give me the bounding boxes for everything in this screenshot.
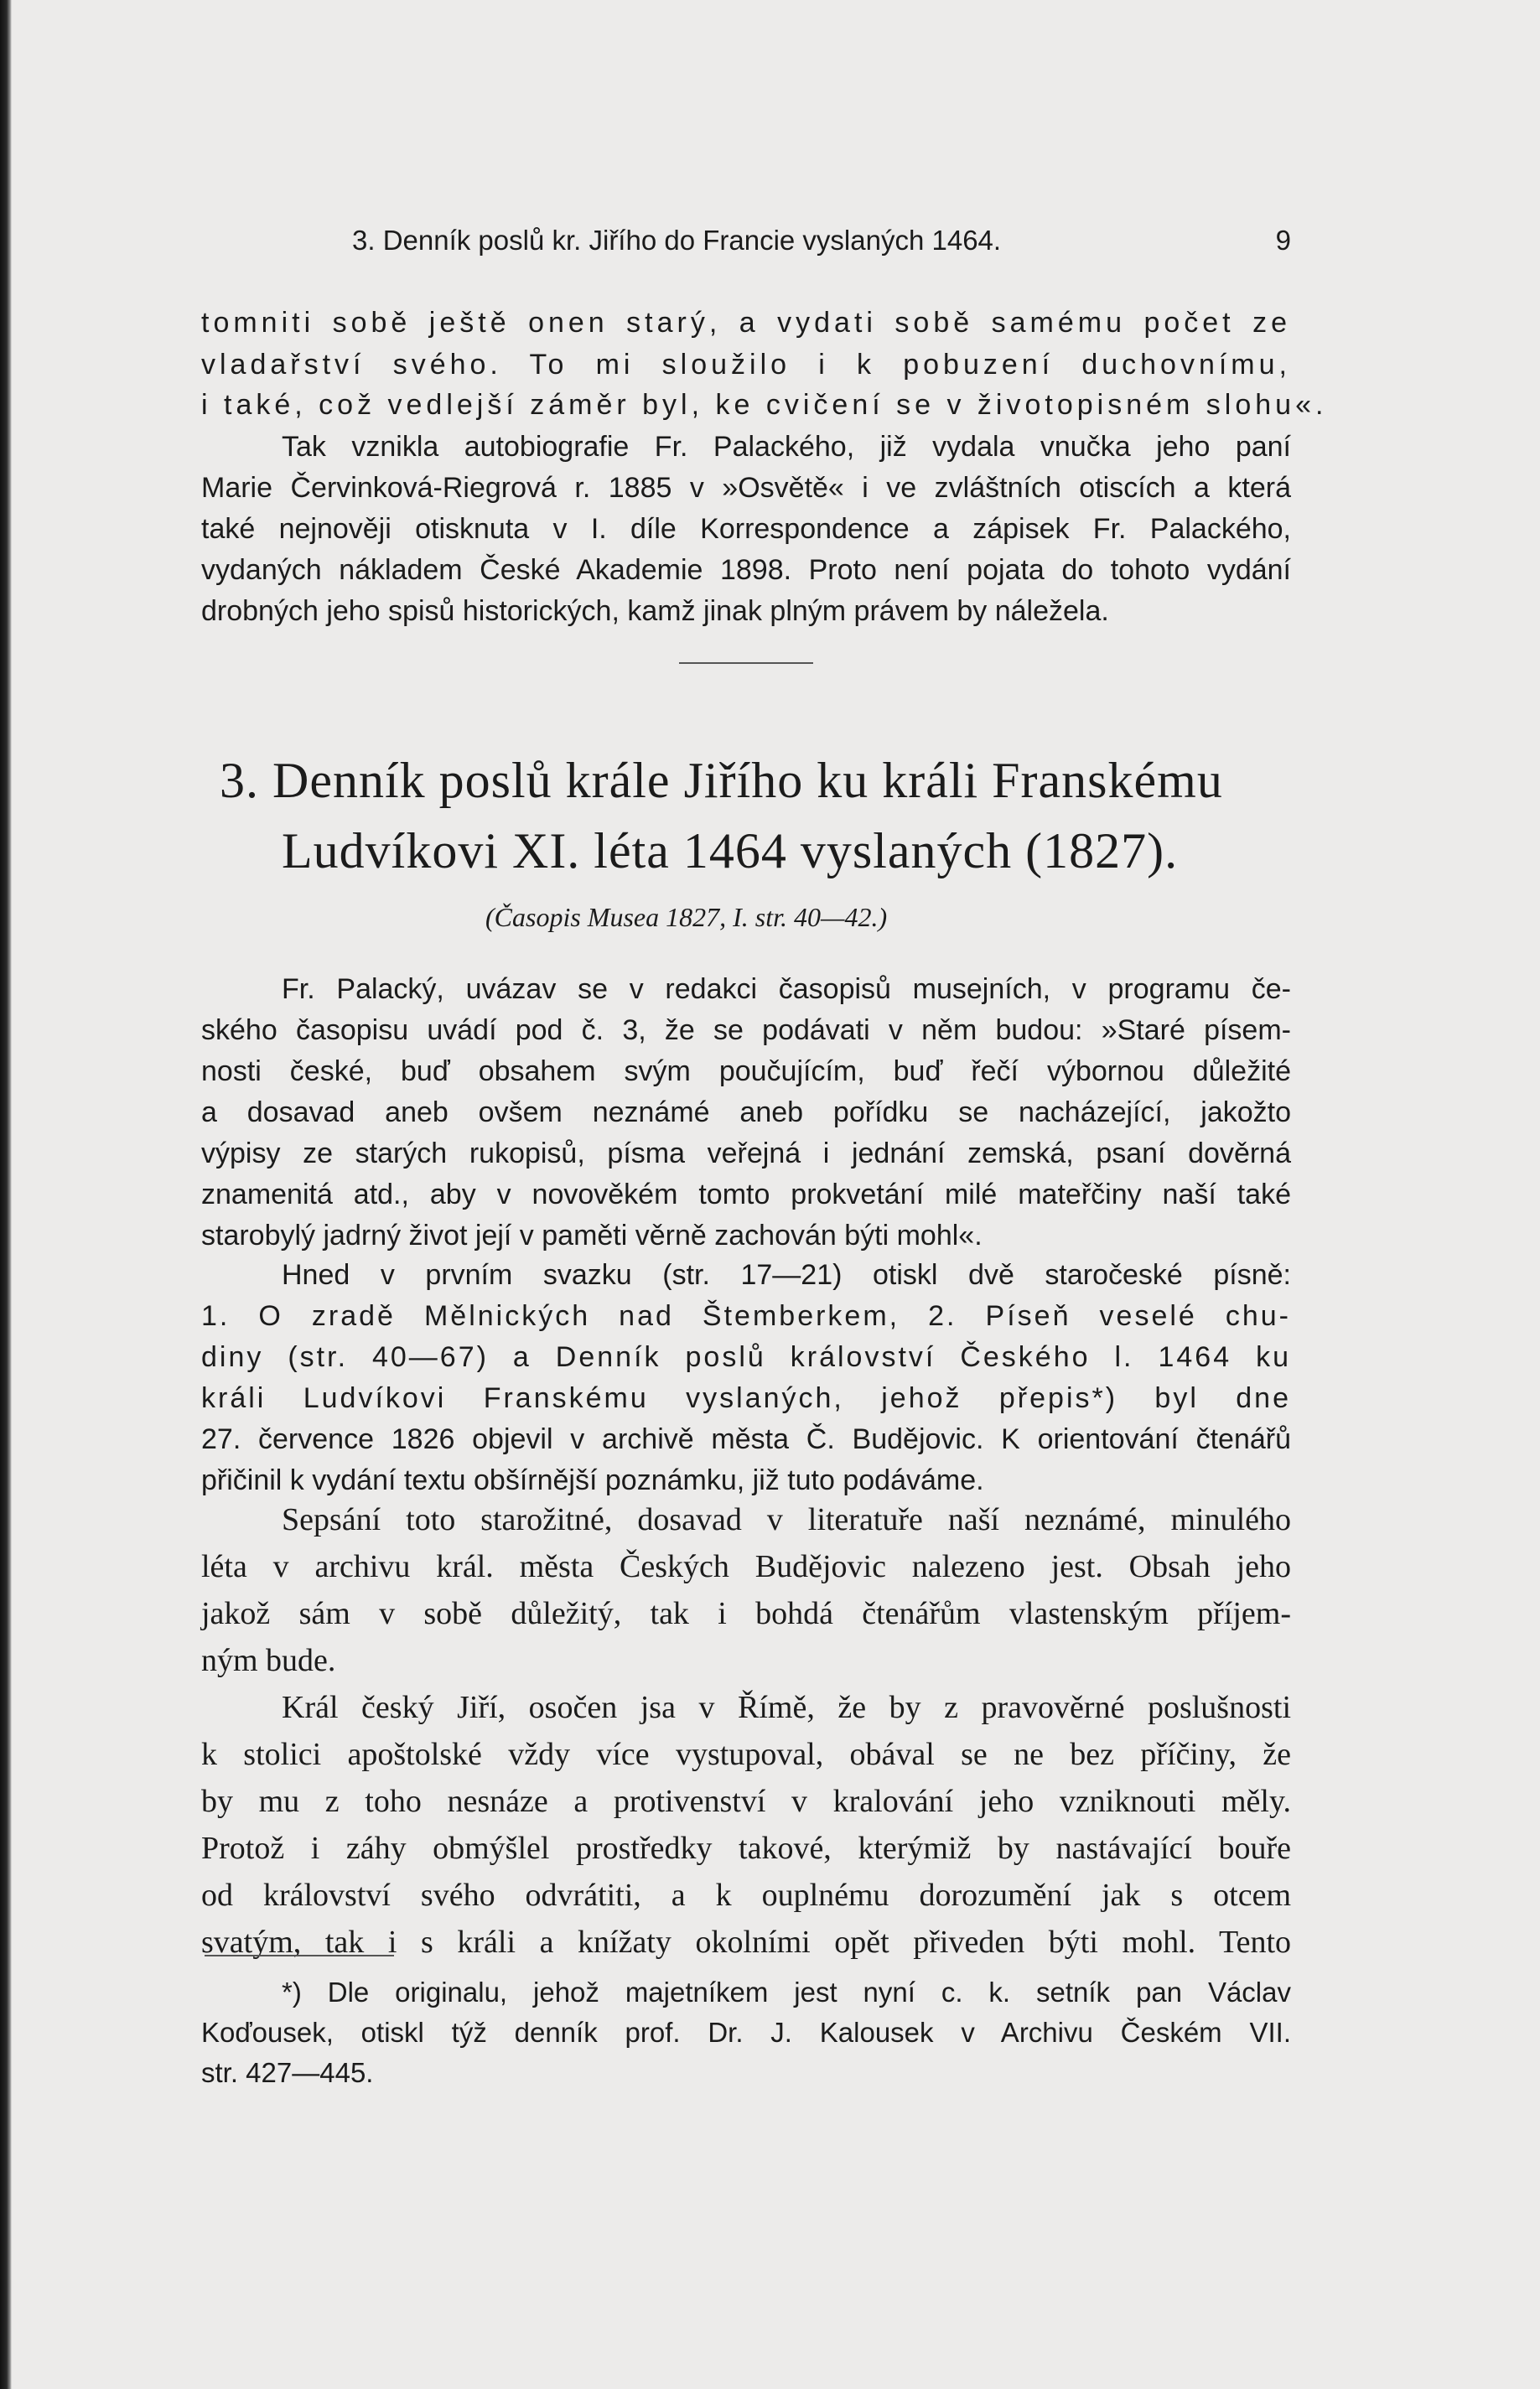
- text-line: a dosavad aneb ovšem neznámé aneb pořídku se nacházející, jakožto: [201, 1096, 1291, 1128]
- text-line: drobných jeho spisů historických, kamž jinak plným právem by náležela.: [201, 595, 1109, 627]
- text-line: vydaných nákladem České Akademie 1898. Proto není pojata do tohoto vydání: [201, 554, 1291, 586]
- text-line: od království svého odvrátiti, a k ouplnému dorozumění jak s otcem: [201, 1878, 1291, 1913]
- text-line: tomniti sobě ještě onen starý, a vydati sobě samému počet ze: [201, 307, 1291, 339]
- page-number: 9: [1275, 225, 1291, 256]
- text-line: léta v archivu král. města Českých Budějovic nalezeno jest. Obsah jeho: [201, 1549, 1291, 1584]
- text-line: ského časopisu uvádí pod č. 3, že se podávati v něm budou: »Staré písem-: [201, 1014, 1291, 1046]
- text-line: svatým, tak i s králi a knížaty okolními opět přiveden býti mohl. Tento: [201, 1925, 1291, 1960]
- text-line: by mu z toho nesnáze a protivenství v kralování jeho vzniknouti měly.: [201, 1784, 1291, 1819]
- section-divider: [679, 662, 813, 664]
- text-line: Král český Jiří, osočen jsa v Římě, že by z pravověrné poslušnosti: [282, 1690, 1291, 1725]
- text-line: 1. O zradě Mělnických nad Štemberkem, 2. Píseň veselé chu-: [201, 1300, 1291, 1332]
- text-line: výpisy ze starých rukopisů, písma veřejná i jednání zemská, psaní dověrná: [201, 1137, 1291, 1169]
- running-title: 3. Denník poslů kr. Jiřího do Francie vyslaných 1464.: [352, 225, 1002, 256]
- source-citation: (Časopis Musea 1827, I. str. 40—42.): [485, 902, 888, 932]
- section-heading-line-1: 3. Denník poslů krále Jiřího ku králi Franskému: [220, 753, 1223, 808]
- text-line: znamenitá atd., aby v novověkém tomto prokvetání milé mateřčiny naší také: [201, 1179, 1291, 1210]
- text-line: Tak vznikla autobiografie Fr. Palackého, již vydala vnučka jeho paní: [282, 431, 1291, 463]
- text-line: Sepsání toto starožitné, dosavad v literatuře naší neznámé, minulého: [282, 1502, 1291, 1537]
- text-line: nosti české, buď obsahem svým poučujícím, buď řečí výbornou důležité: [201, 1055, 1291, 1087]
- text-line: starobylý jadrný život její v paměti věrně zachován býti mohl«.: [201, 1220, 983, 1252]
- footnote-line: *) Dle originalu, jehož majetníkem jest nyní c. k. setník pan Václav: [282, 1977, 1291, 2008]
- section-heading-line-2: Ludvíkovi XI. léta 1464 vyslaných (1827).: [282, 823, 1179, 878]
- text-line: také nejnověji otisknuta v I. díle Korrespondence a zápisek Fr. Palackého,: [201, 513, 1291, 545]
- text-line: Protož i záhy obmýšlel prostředky takové, kterýmiž by nastávající bouře: [201, 1831, 1291, 1866]
- text-line: jakož sám v sobě důležitý, tak i bohdá čtenářům vlastenským příjem-: [201, 1596, 1291, 1631]
- text-line: králi Ludvíkovi Franskému vyslaných, jehož přepis*) byl dne: [201, 1382, 1291, 1414]
- text-line: Fr. Palacký, uvázav se v redakci časopisů musejních, v programu če-: [282, 973, 1291, 1005]
- text-line: Marie Červinková-Riegrová r. 1885 v »Osvětě« i ve zvláštních otiscích a která: [201, 472, 1291, 504]
- text-line: 27. července 1826 objevil v archivě města Č. Budějovic. K orientování čtenářů: [201, 1423, 1291, 1455]
- book-binding-edge: [0, 0, 12, 2389]
- text-line: Hned v prvním svazku (str. 17—21) otiskl dvě staročeské písně:: [282, 1259, 1291, 1291]
- text-line: přičinil k vydání textu obšírnější poznámku, již tuto podáváme.: [201, 1464, 984, 1496]
- footnote-line: str. 427—445.: [201, 2057, 374, 2088]
- text-line: ným bude.: [201, 1643, 336, 1678]
- footnote-line: Koďousek, otiskl týž denník prof. Dr. J. Kalousek v Archivu Českém VII.: [201, 2017, 1291, 2048]
- text-line: i také, což vedlejší záměr byl, ke cvičení se v životopisném slohu«.: [201, 389, 1328, 421]
- text-line: k stolici apoštolské vždy více vystupoval, obával se ne bez příčiny, že: [201, 1737, 1291, 1772]
- footnote-rule: [205, 1955, 394, 1956]
- text-line: vladařství svého. To mi sloužilo i k pobuzení duchovnímu,: [201, 349, 1291, 381]
- text-line: diny (str. 40—67) a Denník poslů království Českého l. 1464 ku: [201, 1341, 1291, 1373]
- running-header: [352, 225, 1291, 257]
